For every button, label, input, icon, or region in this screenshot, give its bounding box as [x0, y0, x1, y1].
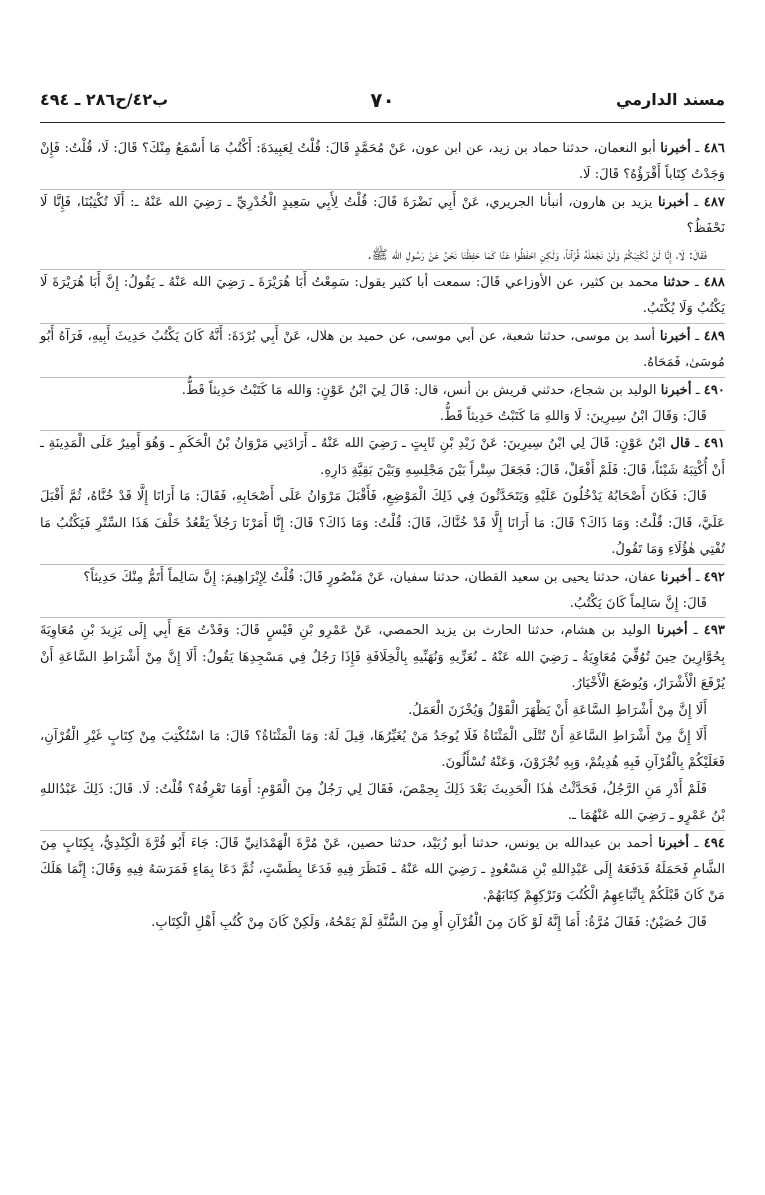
hadith-paragraph: ٤٨٦ ـ أخبرنا أبو النعمان، حدثنا حماد بن زيد، عن ابن عون، عَنْ مُحَمَّدٍ قَالَ: قُلْتُ لِعَبِيدَةَ: أَكْتُبُ مَا أَسْمَعُ مِنْكَ؟ قَالَ: لَا، قُلْتُ: فَإِنْ وَجَدْتُ كِتَاباً أَقْرَؤُهُ؟ قَالَ: لَا.	[40, 141, 725, 183]
hadith-paragraph	[40, 724, 725, 777]
hadith-paragraph: ٤٨٧ ـ أخبرنا يزيد بن هارون، أنبأنا الجريري، عَنْ أَبِي نَضْرَةَ قَالَ: قُلْتُ لِأَبِي سَعِيدٍ الْخُدْرِيِّ ـ رَضِيَ الله عَنْهُ ـ: أَلَا تُكْتِبُنَا، فَإِنَّا لَا نَحْفَظُ؟	[40, 194, 725, 237]
hadith-number: ٤٨٧	[703, 194, 725, 210]
hadith-text: الوليد بن شجاع، حدثني قريش بن أنس، قال: قَالَ لِيَ ابْنُ عَوْنٍ: وَالله مَا كَتَبْتُ حَدِيثاً قَطُّ.	[181, 382, 657, 398]
hadith-paragraph	[40, 484, 725, 563]
hadith-text: قَالَ: فَكَانَ أَصْحَابُهُ يَدْخُلُونَ عَلَيْهِ وَيَتَحَدَّثُونَ فِي ذَلِكَ الْمَوْضِعِ، فَأَقْبَلَ مَرْوَانُ عَلَى أَصْحَابِهِ، فَقَالَ: مَا أَرَانَا إِلَّا قَدْ خُنَّاهُ، ثُمَّ أَقْبَلَ عَلَيَّ، قَالَ: قُلْتُ: وَمَا ذَاكَ؟ قَالَ: مَا أَرَانَا إِلَّا قَدْ خُنَّاكَ، قَالَ: قُلْتُ: وَمَا ذَاكَ؟ قَالَ: إِنَّا أَمَرْنَا رَجُلاً يَقْعُدُ خَلْفَ هَذَا السِّتْرِ فَيَكْتُبُ مَا تُفْتِي هٰؤُلَاءِ وَمَا تَقُولُ.	[40, 489, 725, 558]
hadith-text: عفان، حدثنا يحيى بن سعيد القطان، حدثنا سفيان، عَنْ مَنْصُورٍ قَالَ: قُلْتُ لِإِبْرَاهِيمَ: إِنَّ سَالِماً أَتَمُّ مِنْكَ حَدِيثاً؟	[83, 569, 657, 585]
hadith-number: ٤٩١	[703, 436, 726, 452]
hadith-entry	[40, 136, 725, 189]
hadith-number: ٤٨٨	[703, 275, 725, 291]
hadith-text: أَلَا إِنَّ مِنْ أَشْرَاطِ السَّاعَةِ أَنْ تُتْلَى الْمَثْنَاةُ فَلَا يُوجَدُ مَنْ يُغَيِّرُهَا، قِيلَ لَهُ: وَمَا الْمَثْنَاةُ؟ قَالَ: مَا اسْتُكْتِبَ مِنْ كِتَابٍ غَيْرِ الْقُرْآنِ، فَعَلَيْكُمْ بِالْقُرْآنِ فَبِهِ هُدِيتُمْ، وَبِهِ تُجْزَوْنَ، وَعَنْهُ تُسْأَلُونَ.	[40, 728, 725, 771]
hadith-paragraph: ٤٨٨ ـ حدثنا محمد بن كثير، عن الأوزاعي قَالَ: سمعت أبا كثير يقول: سَمِعْتُ أَبَا هُرَيْرَةَ ـ رَضِيَ الله عَنْهُ ـ يَقُولُ: إِنَّ أَبَا هُرَيْرَةَ لَا يَكْتُبُ وَلَا يُكْتَبُ.	[40, 275, 725, 317]
hadith-text: قَالَ حُصَيْنٌ: فَقَالَ مُرَّةُ: أَمَا إِنَّهُ لَوْ كَانَ مِنَ الْقُرْآنِ أَوِ مِنَ السُّنَّةِ لَمْ يَمْحُهُ، وَلَكِنْ كَانَ مِنْ كُتُبِ أَهْلِ الْكِتَابِ.	[151, 914, 707, 930]
hadith-entry	[40, 564, 725, 618]
hadith-text: أبو النعمان، حدثنا حماد بن زيد، عن ابن عون، عَنْ مُحَمَّدٍ قَالَ: قُلْتُ لِعَبِيدَةَ: أَكْتُبُ مَا أَسْمَعُ مِنْكَ؟ قَالَ: لَا، قُلْتُ: فَإِنْ وَجَدْتُ كِتَاباً أَقْرَؤُهُ؟ قَالَ: لَا.	[40, 141, 725, 183]
hadith-lead-word: أخبرنا	[660, 569, 692, 585]
hadith-number: ٤٨٩	[703, 328, 725, 344]
hadith-entry	[40, 430, 725, 563]
hadith-number: ٤٩٢	[703, 569, 725, 585]
hadith-text: أَلَا إِنَّ مِنْ أَشْرَاطِ السَّاعَةِ أَنْ يَظْهَرَ الْقَوْلُ وَيُخْزَنَ الْعَمَلُ.	[408, 702, 707, 718]
hadith-text: قَالَ: وَقَالَ ابْنُ سِيرِينَ: لَا وَاللهِ مَا كَتَبْتُ حَدِيثاً قَطُّ.	[439, 409, 707, 425]
hadith-paragraph: ٤٩٣ ـ أخبرنا الوليد بن هشام، حدثنا الحارث بن يزيد الحمصي، عَنْ عَمْرِو بْنِ قَيْسٍ قَالَ: وَفَدْتُ مَعَ أَبِي إِلَى يَزِيدَ بْنِ مُعَاوِيَةَ بِحُوَّارِينَ حِينَ تُوُفِّيَ مُعَاوِيَةُ ـ رَضِيَ الله عَنْهُ ـ نُعَزِّيهِ وَنُهَنِّيهِ بِالْخِلَافَةِ فَإِذَا رَجُلٌ فِي مَسْجِدِهَا يَقُولُ: أَلَا إِنَّ مِنْ أَشْرَاطِ السَّاعَةِ أَنْ يُرْفَعَ الْأَشْرَارُ، وَيُوضَعَ الْأَخْيَارُ.	[40, 623, 725, 692]
hadith-number: ٤٩٣	[703, 623, 725, 639]
hadith-text: أسد بن موسى، حدثنا شعبة، عن أبي موسى، عن حميد بن هلال، عَنْ أَبِي بُرْدَةَ: أَنَّهُ كَانَ يَكْتُبُ حَدِيثَ أَبِيهِ، فَرَآهُ أَبُو مُوسَىٰ، فَمَحَاهُ.	[40, 328, 725, 371]
hadith-lead-word: أخبرنا	[656, 623, 688, 639]
page-number: ٧٠	[370, 88, 395, 112]
hadith-text: قَالَ: إِنَّ سَالِماً كَانَ يَكْتُبُ.	[569, 595, 707, 611]
header-rule	[40, 122, 725, 123]
hadith-text: ابْنُ عَوْنٍ: قَالَ لِي ابْنُ سِيرِينَ: عَنْ زَيْدِ بْنِ ثَابِتٍ ـ رَضِيَ الله عَنْهُ ـ أَرَادَنِي مَرْوَانُ بْنُ الْحَكَمِ ـ وَهُوَ أَمِيرٌ عَلَى الْمَدِينَةِ ـ أَنْ أُكْتِبَهُ شَيْئاً، قَالَ: فَلَمْ أَفْعَلْ، قَالَ: فَجَعَلَ سِتْراً بَيْنَ مَجْلِسِهِ وَبَيْنَ بَقِيَّةِ دَارِهِ.	[40, 436, 725, 478]
hadith-paragraph	[40, 910, 725, 936]
hadith-paragraph	[40, 404, 725, 430]
hadith-paragraph: ٤٩٠ ـ أخبرنا الوليد بن شجاع، حدثني قريش بن أنس، قال: قَالَ لِيَ ابْنُ عَوْنٍ: وَالله مَا كَتَبْتُ حَدِيثاً قَطُّ.	[181, 382, 725, 398]
hadith-number: ٤٩٤	[703, 835, 725, 851]
hadith-paragraph	[40, 698, 725, 724]
hadith-text: فَقَالَ: لَا، إِنَّا لَنْ نُكْتِبَكُمْ وَلَنْ نَجْعَلَهُ قُرْآناً، وَلَكِنِ احْفَظُوا عَنَّا كَمَا حَفِظْنَا نَحْنُ عَنْ رَسُولِ الله ﷺ.	[367, 247, 707, 263]
book-title: مسند الدارمي	[615, 90, 725, 109]
hadith-entry	[40, 377, 725, 431]
hadith-paragraph	[40, 777, 725, 830]
chapter-reference: ب٤٢/ح٢٨٦ ـ ٤٩٤	[40, 90, 169, 109]
hadith-paragraph: ٤٩٤ ـ أخبرنا أحمد بن عبدالله بن يونس، حدثنا أبو زُبَيْد، حدثنا حصين، عَنْ مُرَّةَ الْهَمْدَانِيِّ قَالَ: جَاءَ أَبُو قُرَّةَ الْكِنْدِيُّ، بِكِتَابٍ مِنَ الشَّامِ فَحَمَلَهُ فَدَفَعَهُ إِلَى عَبْدِاللهِ بْنِ مَسْعُودٍ ـ رَضِيَ الله عَنْهُ ـ فَنَظَرَ فِيهِ فَدَعَا بِطَسْتٍ، ثُمَّ دَعَا بِمَاءٍ فَمَرَسَهُ فِيهِ وَقَالَ: إِنَّمَا هَلَكَ مَنْ كَانَ قَبْلَكُمْ بِاتِّبَاعِهِمُ الْكُتُبَ وَتَرْكِهِمْ كِتَابَهُمْ.	[40, 835, 725, 904]
hadith-number: ٤٨٦	[703, 141, 725, 156]
hadith-lead-word: قال	[670, 436, 691, 452]
hadith-lead-word: أخبرنا	[657, 194, 689, 210]
hadith-paragraph	[40, 591, 725, 617]
hadith-text: محمد بن كثير، عن الأوزاعي قَالَ: سمعت أبا كثير يقول: سَمِعْتُ أَبَا هُرَيْرَةَ ـ رَضِيَ الله عَنْهُ ـ يَقُولُ: إِنَّ أَبَا هُرَيْرَةَ لَا يَكْتُبُ وَلَا يُكْتَبُ.	[40, 275, 725, 317]
hadith-entry	[40, 830, 725, 937]
hadith-entry	[40, 323, 725, 377]
hadith-number: ٤٩٠	[703, 382, 725, 398]
hadith-paragraph: ٤٩٢ ـ أخبرنا عفان، حدثنا يحيى بن سعيد القطان، حدثنا سفيان، عَنْ مَنْصُورٍ قَالَ: قُلْتُ لِإِبْرَاهِيمَ: إِنَّ سَالِماً أَتَمُّ مِنْكَ حَدِيثاً؟	[83, 569, 725, 585]
hadith-text: أحمد بن عبدالله بن يونس، حدثنا أبو زُبَيْد، حدثنا حصين، عَنْ مُرَّةَ الْهَمْدَانِيِّ قَالَ: جَاءَ أَبُو قُرَّةَ الْكِنْدِيُّ، بِكِتَابٍ مِنَ الشَّامِ فَحَمَلَهُ فَدَفَعَهُ إِلَى عَبْدِاللهِ بْنِ مَسْعُودٍ ـ رَضِيَ الله عَنْهُ ـ فَنَظَرَ فِيهِ فَدَعَا بِطَسْتٍ، ثُمَّ دَعَا بِمَاءٍ فَمَرَسَهُ فِيهِ وَقَالَ: إِنَّمَا هَلَكَ مَنْ كَانَ قَبْلَكُمْ بِاتِّبَاعِهِمُ الْكُتُبَ وَتَرْكِهِمْ كِتَابَهُمْ.	[40, 835, 725, 904]
hadith-text: فَلَمْ أَدْرِ مَنِ الرَّجُلُ، فَحَدَّثْتُ هٰذَا الْحَدِيثَ بَعْدَ ذَلِكَ بِحِمْصَ، فَقَالَ لِي رَجُلٌ مِنَ الْقَوْمِ: أَوَمَا تَعْرِفُهُ؟ قُلْتُ: لَا. قَالَ: ذَلِكَ عَبْدُاللهِ بْنُ عَمْرٍو ـ رَضِيَ الله عَنْهُمَا ـ.	[40, 781, 725, 824]
hadith-paragraph: ٤٩١ ـ قال ابْنُ عَوْنٍ: قَالَ لِي ابْنُ سِيرِينَ: عَنْ زَيْدِ بْنِ ثَابِتٍ ـ رَضِيَ الله عَنْهُ ـ أَرَادَنِي مَرْوَانُ بْنُ الْحَكَمِ ـ وَهُوَ أَمِيرٌ عَلَى الْمَدِينَةِ ـ أَنْ أُكْتِبَهُ شَيْئاً، قَالَ: فَلَمْ أَفْعَلْ، قَالَ: فَجَعَلَ سِتْراً بَيْنَ مَجْلِسِهِ وَبَيْنَ بَقِيَّةِ دَارِهِ.	[40, 436, 726, 478]
hadith-text: الوليد بن هشام، حدثنا الحارث بن يزيد الحمصي، عَنْ عَمْرِو بْنِ قَيْسٍ قَالَ: وَفَدْتُ مَعَ أَبِي إِلَى يَزِيدَ بْنِ مُعَاوِيَةَ بِحُوَّارِينَ حِينَ تُوُفِّيَ مُعَاوِيَةُ ـ رَضِيَ الله عَنْهُ ـ نُعَزِّيهِ وَنُهَنِّيهِ بِالْخِلَافَةِ فَإِذَا رَجُلٌ فِي مَسْجِدِهَا يَقُولُ: أَلَا إِنَّ مِنْ أَشْرَاطِ السَّاعَةِ أَنْ يُرْفَعَ الْأَشْرَارُ، وَيُوضَعَ الْأَخْيَارُ.	[40, 623, 725, 692]
hadith-paragraph	[40, 243, 725, 269]
hadith-entry	[40, 617, 725, 829]
hadith-entry	[40, 189, 725, 269]
hadith-paragraph: ٤٨٩ ـ أخبرنا أسد بن موسى، حدثنا شعبة، عن أبي موسى، عن حميد بن هلال، عَنْ أَبِي بُرْدَةَ: أَنَّهُ كَانَ يَكْتُبُ حَدِيثَ أَبِيهِ، فَرَآهُ أَبُو مُوسَىٰ، فَمَحَاهُ.	[40, 328, 725, 371]
page-body	[40, 136, 725, 936]
hadith-lead-word: أخبرنا	[659, 328, 691, 344]
hadith-lead-word: أخبرنا	[660, 141, 691, 156]
hadith-text: يزيد بن هارون، أنبأنا الجريري، عَنْ أَبِي نَضْرَةَ قَالَ: قُلْتُ لِأَبِي سَعِيدٍ الْخُدْرِيِّ ـ رَضِيَ الله عَنْهُ ـ: أَلَا تُكْتِبُنَا، فَإِنَّا لَا نَحْفَظُ؟	[40, 194, 725, 237]
page-header	[40, 90, 725, 116]
hadith-lead-word: حدثنا	[663, 275, 691, 291]
hadith-entry	[40, 269, 725, 323]
hadith-lead-word: أخبرنا	[658, 835, 690, 851]
hadith-lead-word: أخبرنا	[660, 382, 692, 398]
